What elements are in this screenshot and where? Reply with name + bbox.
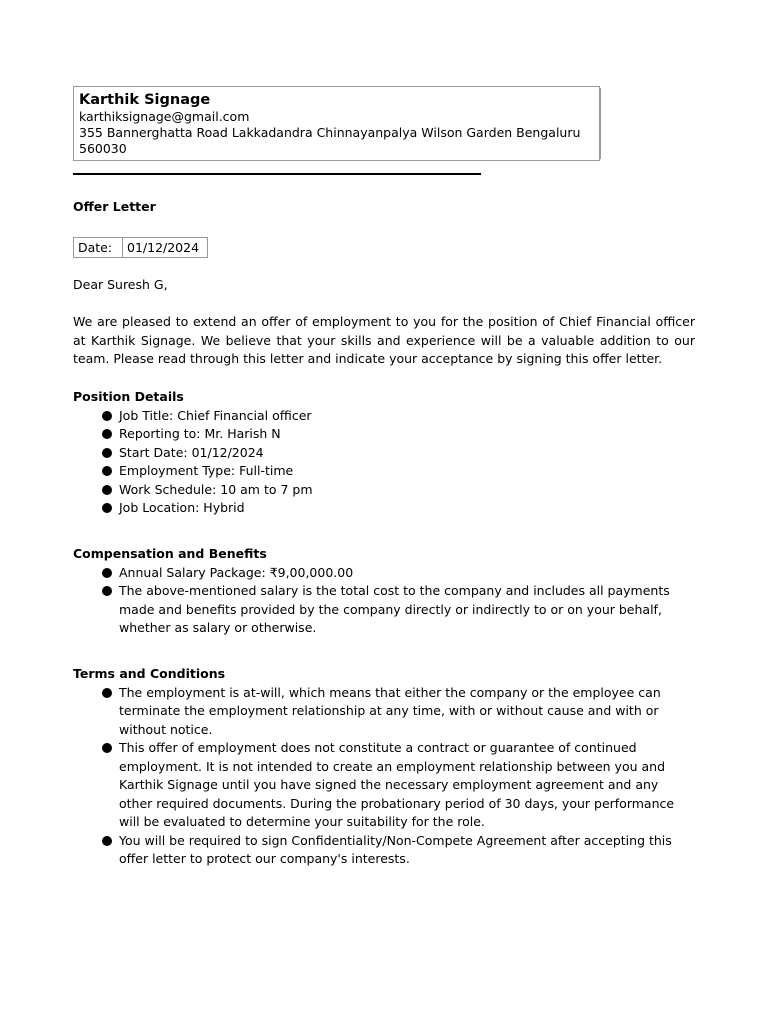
- list-item: [119, 425, 695, 444]
- list-item: [119, 462, 695, 481]
- list-item-text: The employment is at-will, which means that either the company or the employee can terminate the employment relationship at any time, with or without cause and with or without notice.: [119, 684, 661, 737]
- company-header: [73, 86, 600, 161]
- list-item-text: Start Date: 01/12/2024: [119, 444, 264, 460]
- salutation: Dear Suresh G,: [73, 277, 168, 292]
- letter-title: Offer Letter: [73, 199, 156, 214]
- list-item: [119, 444, 695, 463]
- bullet-icon: [102, 466, 112, 476]
- bullet-icon: [102, 429, 112, 439]
- list-item-text: Job Location: Hybrid: [119, 500, 245, 515]
- bullet-icon: [102, 503, 112, 513]
- company-address-line1: 355 Bannerghatta Road Lakkadandra Chinnayanpalya Wilson Garden Bengaluru: [79, 125, 581, 140]
- intro-paragraph: We are pleased to extend an offer of employment to you for the position of Chief Financial officer at Karthik Signage. We believe that your skills and experience will be a valuable addition to our team. Please read through this letter and indicate your acceptance by signing this offer letter.: [73, 314, 695, 366]
- list-item-text: Employment Type: Full-time: [119, 463, 294, 478]
- date-table: [73, 237, 208, 258]
- list-item: [119, 407, 695, 426]
- date-value: 01/12/2024: [123, 238, 208, 258]
- date-label: Date:: [74, 238, 123, 258]
- list-item-text: You will be required to sign Confidentiality/Non-Compete Agreement after accepting this offer letter to protect our company's interests.: [119, 832, 672, 866]
- list-item-text: The above-mentioned salary is the total cost to the company and includes all payments made and benefits provided by the company directly or indirectly to or on your behalf, whether as salary or otherwise.: [119, 583, 670, 635]
- list-item-text: Job Title: Chief Financial officer: [119, 407, 312, 423]
- list-item: [119, 684, 695, 740]
- bullet-icon: [102, 688, 112, 698]
- compensation-list: [73, 564, 695, 638]
- bullet-icon: [102, 568, 112, 578]
- list-item: [119, 564, 695, 583]
- list-item-text: Work Schedule: 10 am to 7 pm: [119, 481, 313, 497]
- bullet-icon: [102, 411, 112, 421]
- position-details-heading: Position Details: [73, 388, 184, 404]
- list-item: [119, 481, 695, 500]
- list-item: [119, 832, 695, 869]
- list-item-text: Reporting to: Mr. Harish N: [119, 426, 281, 441]
- bullet-icon: [102, 586, 112, 596]
- bullet-icon: [102, 743, 112, 753]
- list-item-text: Annual Salary Package: ₹9,00,000.00: [119, 564, 354, 580]
- offer-letter-page: [73, 86, 695, 869]
- list-item: [119, 582, 695, 638]
- list-item: [119, 499, 695, 518]
- header-divider: [73, 173, 481, 175]
- terms-heading: Terms and Conditions: [73, 665, 226, 681]
- bullet-icon: [102, 485, 112, 495]
- position-details-list: [73, 407, 695, 518]
- company-name: Karthik Signage: [79, 92, 211, 108]
- compensation-heading: Compensation and Benefits: [73, 545, 267, 561]
- company-email: karthiksignage@gmail.com: [79, 109, 250, 124]
- list-item-text: This offer of employment does not constitute a contract or guarantee of continued employment. It is not intended to create an employment relationship between you and Karthik Signage until you have signed the necessary employment agreement and any other required documents. During the probationary period of 30 days, your performance will be evaluated to determine your suitability for the role.: [119, 740, 675, 829]
- list-item: [119, 739, 695, 832]
- terms-list: [73, 684, 695, 869]
- company-address-line2: 560030: [79, 141, 127, 156]
- bullet-icon: [102, 836, 112, 846]
- bullet-icon: [102, 448, 112, 458]
